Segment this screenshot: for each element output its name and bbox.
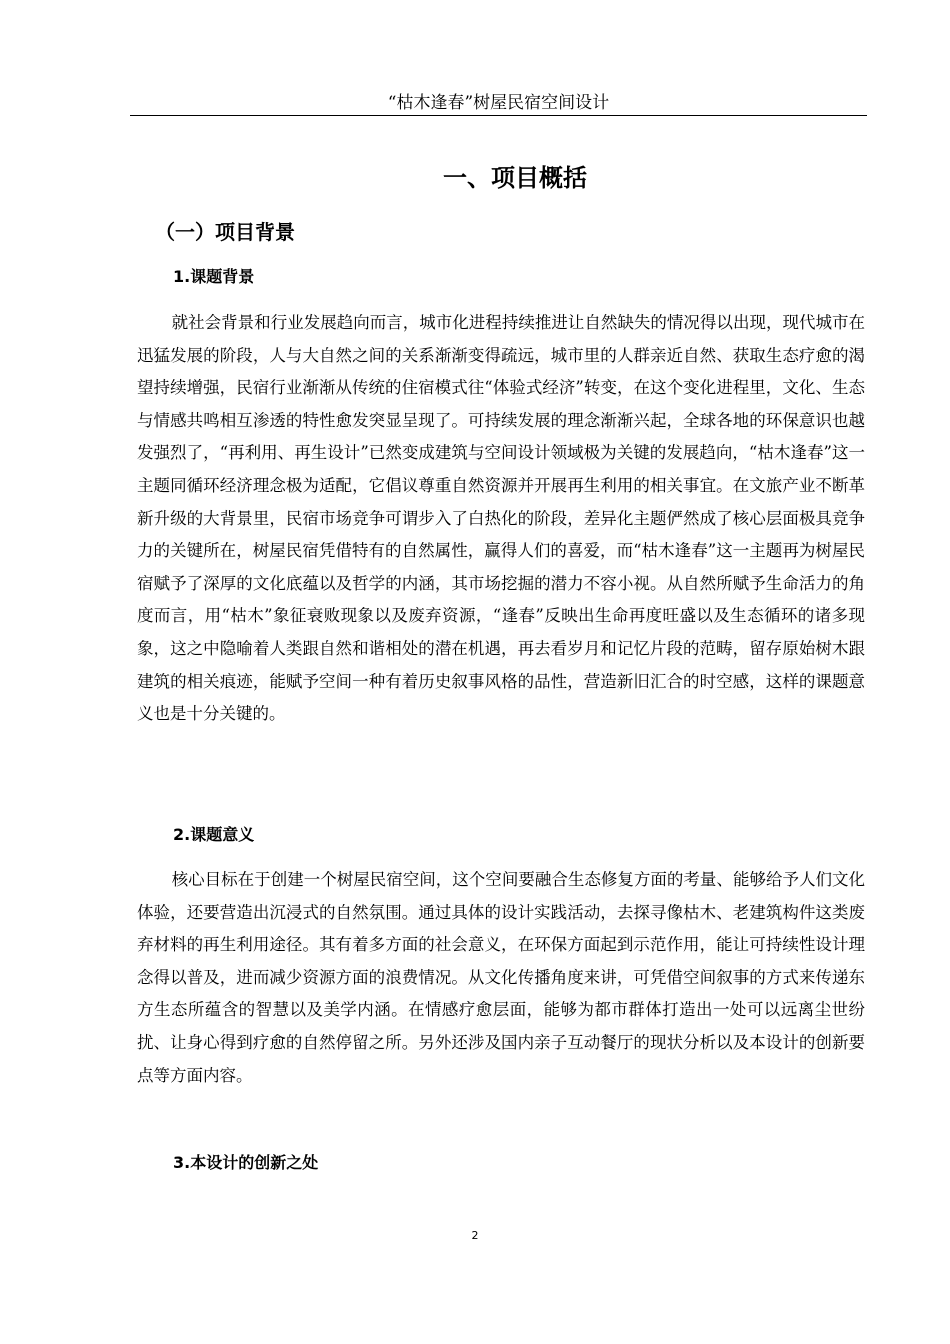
page-number: 2 [471, 1229, 479, 1242]
header-rule [130, 115, 867, 116]
running-header: “枯木逢春”树屋民宿空间设计 [387, 93, 610, 113]
subsection-title-significance: 2.课题意义 [173, 825, 255, 844]
chapter-title: 一、项目概括 [443, 164, 587, 192]
subsection-title-background: 1.课题背景 [173, 267, 255, 286]
paragraph-background: 就社会背景和行业发展趋向而言，城市化进程持续推进让自然缺失的情况得以出现，现代城市在迅猛发展的阶段，人与大自然之间的关系渐渐变得疏远，城市里的人群亲近自然、获取生态疗愈的渴望持续增强，民宿行业渐渐从传统的住宿模式往“体验式经济”转变，在这个变化进程里，文化、生态与情感共鸣相互渗透的特性愈发突显呈现了。可持续发展的理念渐渐兴起，全球各地的环保意识也越发强烈了，“再利用、再生设计”已然变成建筑与空间设计领域极为关键的发展趋向，“枯木逢春”这一主题同循环经济理念极为适配，它倡议尊重自然资源并开展再生利用的相关事宜。在文旅产业不断革新升级的大背景里，民宿市场竞争可谓步入了白热化的阶段，差异化主题俨然成了核心层面极具竞争力的关键所在，树屋民宿凭借特有的自然属性，赢得人们的喜爱，而“枯木逢春”这一主题再为树屋民宿赋予了深厚的文化底蕴以及哲学的内涵，其市场挖掘的潜力不容小视。从自然所赋予生命活力的角度而言，用“枯木”象征衰败现象以及废弃资源，“逢春”反映出生命再度旺盛以及生态循环的诸多现象，这之中隐喻着人类跟自然和谐相处的潜在机遇，再去看岁月和记忆片段的范畴，留存原始树木跟建筑的相关痕迹，能赋予空间一种有着历史叙事风格的品性，营造新旧汇合的时空感，这样的课题意义也是十分关键的。 [137, 313, 865, 724]
paragraph-significance: 核心目标在于创建一个树屋民宿空间，这个空间要融合生态修复方面的考量、能够给予人们文化体验，还要营造出沉浸式的自然氛围。通过具体的设计实践活动，去探寻像枯木、老建筑构件这类废弃材料的再生利用途径。其有着多方面的社会意义，在环保方面起到示范作用，能让可持续性设计理念得以普及，进而减少资源方面的浪费情况。从文化传播角度来讲，可凭借空间叙事的方式来传递东方生态所蕴含的智慧以及美学内涵。在情感疗愈层面，能够为都市群体打造出一处可以远离尘世纷扰、让身心得到疗愈的自然停留之所。另外还涉及国内亲子互动餐厅的现状分析以及本设计的创新要点等方面内容。 [137, 870, 865, 1085]
subsection-title-innovation: 3.本设计的创新之处 [173, 1153, 319, 1172]
section-title: （一）项目背景 [155, 220, 295, 244]
